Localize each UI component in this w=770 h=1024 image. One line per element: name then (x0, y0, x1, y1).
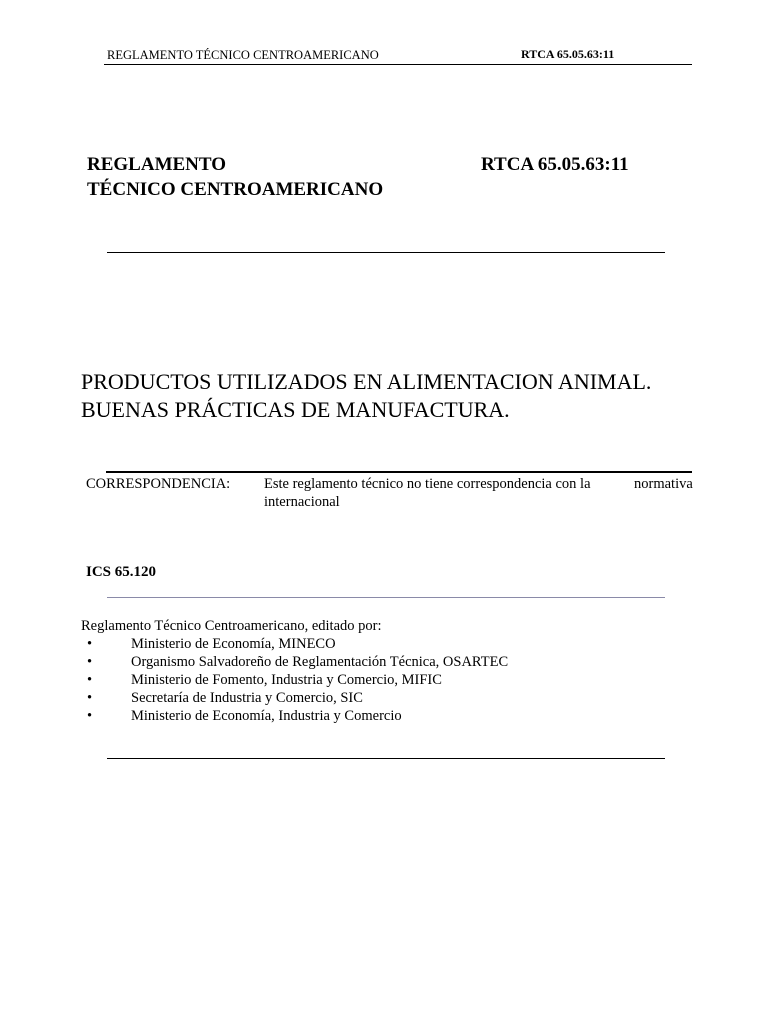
masthead-line1: REGLAMENTO (87, 154, 227, 175)
list-item (81, 635, 681, 653)
correspondence-text-line1: Este reglamento técnico no tiene correspondencia con la (264, 476, 591, 492)
masthead-rule (107, 252, 665, 253)
document-title-line2: BUENAS PRÁCTICAS DE MANUFACTURA. (81, 397, 510, 422)
list-item (81, 671, 681, 689)
bullet: • (87, 672, 93, 688)
editors-list (81, 635, 681, 725)
editor-name: Organismo Salvadoreño de Reglamentación Técnica, OSARTEC (131, 654, 509, 670)
bullet: • (87, 708, 93, 724)
correspondence-text-line2: internacional (264, 494, 340, 510)
ics-rule (107, 597, 665, 598)
correspondence-rule (106, 471, 692, 473)
masthead-line2: TÉCNICO CENTROAMERICANO (87, 179, 384, 200)
edited-by-intro: Reglamento Técnico Centroamericano, editado por: (81, 618, 382, 634)
bullet: • (87, 690, 93, 706)
list-item (81, 653, 681, 671)
masthead-code: RTCA 65.05.63:11 (481, 154, 629, 175)
running-header-rule (104, 64, 692, 65)
running-header-left: REGLAMENTO TÉCNICO CENTROAMERICANO (107, 48, 379, 62)
editor-name: Ministerio de Fomento, Industria y Comercio, MIFIC (131, 672, 442, 688)
ics-code: ICS 65.120 (86, 564, 157, 580)
editor-name: Ministerio de Economía, MINECO (131, 636, 336, 652)
editor-name: Ministerio de Economía, Industria y Comercio (131, 708, 402, 724)
running-header-code: RTCA 65.05.63:11 (521, 47, 615, 61)
footer-rule (107, 758, 665, 759)
correspondence-text-word: normativa (634, 476, 693, 492)
list-item (81, 707, 681, 725)
list-item (81, 689, 681, 707)
editor-name: Secretaría de Industria y Comercio, SIC (131, 690, 363, 706)
bullet: • (87, 636, 93, 652)
bullet: • (87, 654, 93, 670)
correspondence-label: CORRESPONDENCIA: (86, 476, 231, 492)
document-title-line1: PRODUCTOS UTILIZADOS EN ALIMENTACION ANIMAL. (81, 369, 652, 394)
